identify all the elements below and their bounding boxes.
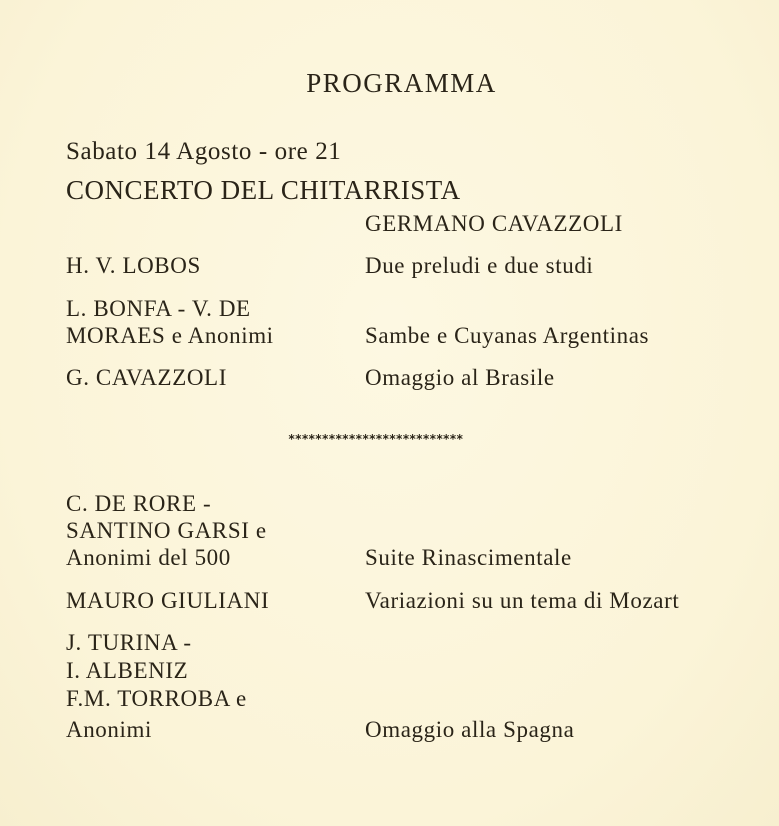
- composer-line: Anonimi: [66, 717, 152, 742]
- composer-line: F.M. TORROBA e: [66, 686, 247, 711]
- separator-stars: **************************: [288, 432, 463, 446]
- piece-title: Variazioni su un tema di Mozart: [365, 588, 680, 613]
- piece-title: Omaggio al Brasile: [365, 365, 555, 390]
- piece-title: Due preludi e due studi: [365, 253, 594, 278]
- concert-heading: CONCERTO DEL CHITARRISTA: [66, 175, 461, 205]
- composer-line: J. TURINA -: [66, 630, 192, 655]
- composer-line: I. ALBENIZ: [66, 658, 189, 683]
- composer-line: Anonimi del 500: [66, 545, 231, 570]
- piece-title: Suite Rinascimentale: [365, 545, 572, 570]
- composer-line: G. CAVAZZOLI: [66, 365, 227, 390]
- composer-line: C. DE RORE -: [66, 491, 212, 516]
- page-title: PROGRAMMA: [306, 68, 497, 98]
- piece-title: Sambe e Cuyanas Argentinas: [365, 323, 650, 348]
- composer-line: SANTINO GARSI e: [66, 518, 267, 543]
- composer-line: MORAES e Anonimi: [66, 323, 274, 348]
- composer-line: H. V. LOBOS: [66, 253, 201, 278]
- performer-name: GERMANO CAVAZZOLI: [365, 211, 623, 236]
- piece-title: Omaggio alla Spagna: [365, 717, 575, 742]
- composer-line: MAURO GIULIANI: [66, 588, 270, 613]
- composer-line: L. BONFA - V. DE: [66, 296, 251, 321]
- event-date-line: Sabato 14 Agosto - ore 21: [66, 138, 342, 165]
